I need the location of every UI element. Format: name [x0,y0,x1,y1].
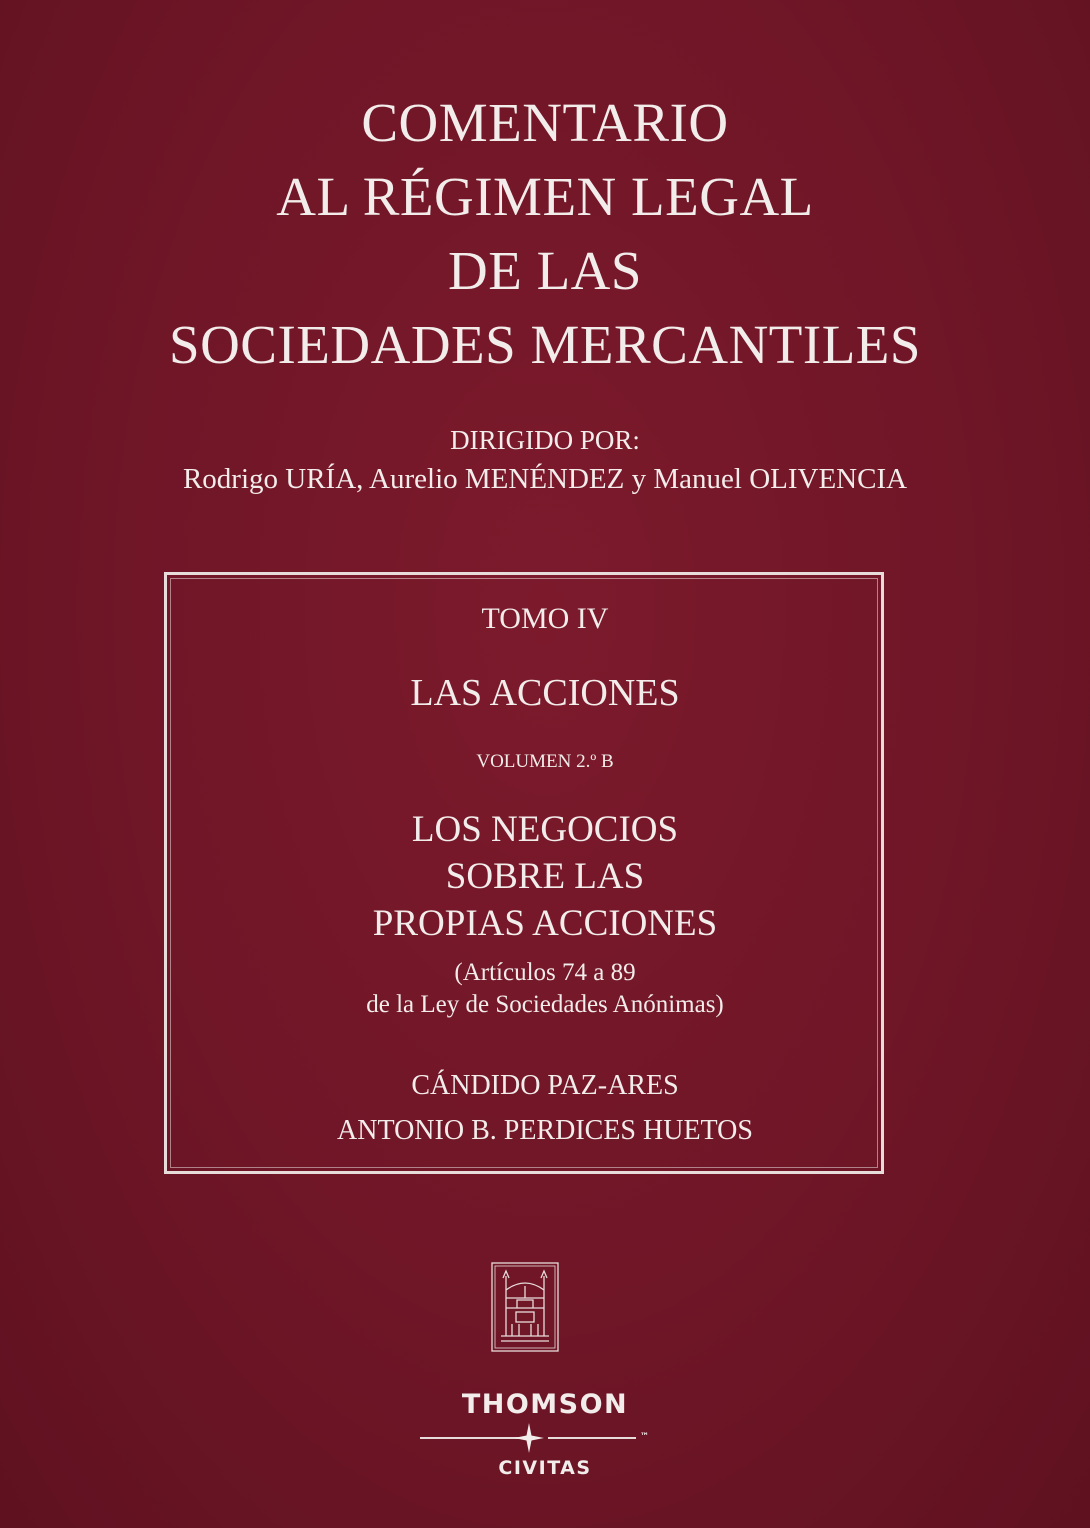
star-icon [514,1423,544,1453]
book-title [0,86,1090,382]
logo-rule-left [420,1437,520,1439]
subject-line: LOS NEGOCIOS [411,809,679,850]
author-name: ANTONIO B. PERDICES HUETOS [337,1115,753,1146]
volume-number: VOLUMEN 2.º B [476,751,614,772]
subject-line: SOBRE LAS [445,856,645,897]
trademark-symbol: ™ [640,1432,649,1442]
title-line: DE LAS [448,240,642,301]
authors [0,1063,1090,1153]
volume-title: LAS ACCIONES [410,672,680,714]
directed-by-label: DIRIGIDO POR: [450,425,640,455]
title-line: AL RÉGIMEN LEGAL [276,166,814,227]
tomo-label: TOMO IV [481,602,609,635]
title-line: SOCIEDADES MERCANTILES [169,314,921,375]
logo-rule-right [548,1437,636,1439]
building-emblem-icon [491,1262,559,1352]
subject-line: PROPIAS ACCIONES [372,903,718,944]
articles-note [0,957,1090,1021]
imprint-logo-text: CIVITAS [498,1457,592,1479]
articles-line: de la Ley de Sociedades Anónimas) [366,991,724,1018]
subject-title [0,806,1090,947]
publisher-logo-text: THOMSON [461,1389,629,1420]
directors: Rodrigo URÍA, Aurelio MENÉNDEZ y Manuel OLIVENCIA [182,463,908,495]
title-line: COMENTARIO [361,92,729,153]
articles-line: (Artículos 74 a 89 [454,959,636,986]
author-name: CÁNDIDO PAZ-ARES [411,1070,679,1101]
